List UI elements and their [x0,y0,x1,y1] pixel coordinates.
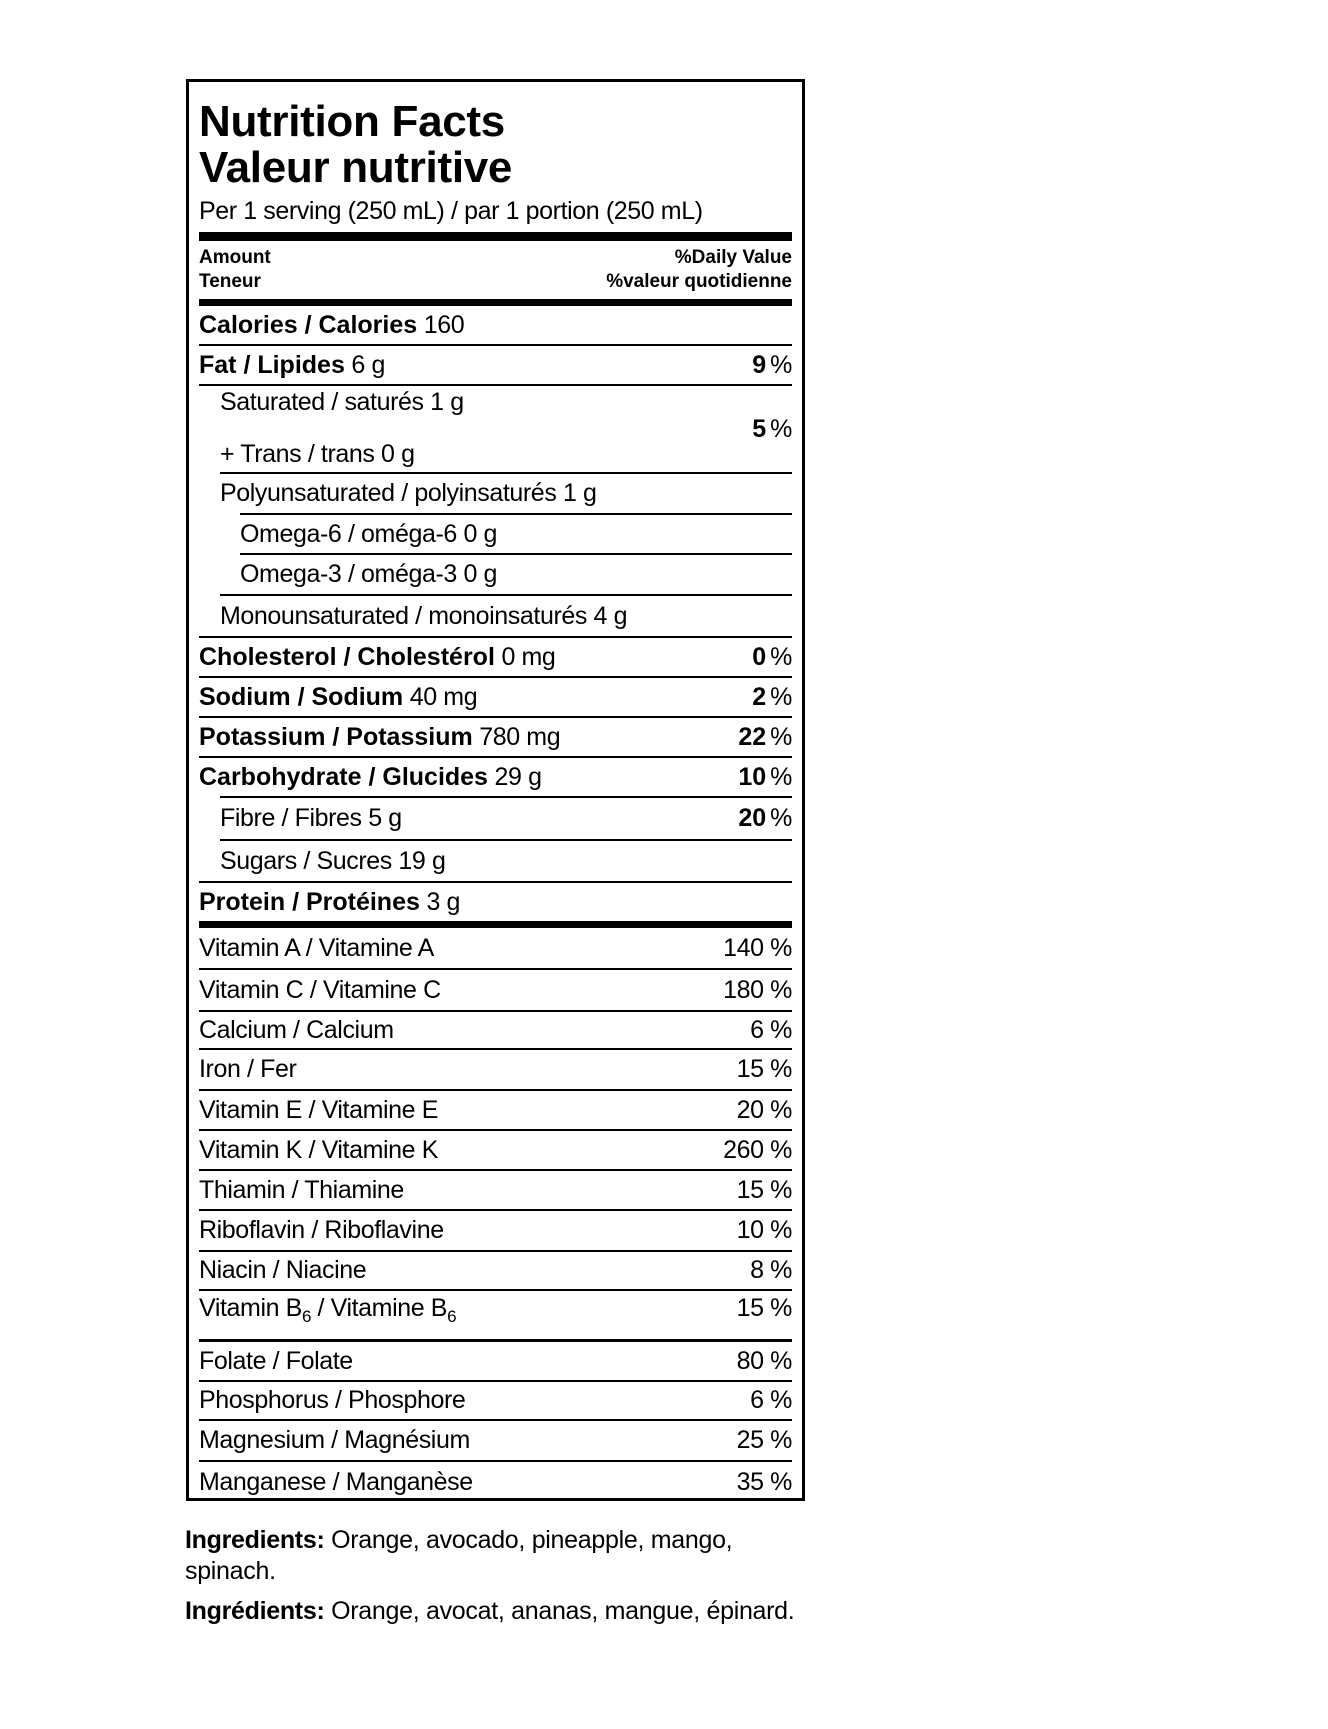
vitamin-row: Calcium / Calcium 6 % [199,1010,792,1048]
carbohydrate-row [199,756,792,796]
potassium-label: Potassium / Potassium 780 mg [199,722,561,751]
nutrition-facts-panel [186,79,805,1501]
saturated-trans-dv: 5 % [752,414,792,443]
vitamin-row: Vitamin C / Vitamine C 180 % [199,968,792,1010]
saturated-label: Saturated / saturés 1 g [220,388,464,416]
cholesterol-label: Cholesterol / Cholestérol 0 mg [199,642,556,671]
fibre-dv: 20 % [738,804,792,832]
vitamin-row: Riboflavin / Riboflavine 10 % [199,1209,792,1250]
omega3-row [240,553,792,594]
vitamin-row: Vitamin K / Vitamine K 260 % [199,1129,792,1169]
amount-header [199,246,271,294]
cholesterol-dv: 0 % [752,642,792,671]
vitamin-b6-label: Vitamin $B_6$ / Vitamine $B_6$ [199,1294,457,1326]
polyunsaturated-label: Polyunsaturated / polyinsaturés 1 g [220,479,597,507]
vitamin-row: Thiamin / Thiamine 15 % [199,1169,792,1209]
omega6-label: Omega-6 / oméga-6 0 g [240,519,498,548]
mineral-row: Magnesium / Magnésium 25 % [199,1419,792,1460]
column-header [199,246,792,294]
amount-en: Amount [199,247,271,268]
sugars-row [220,839,792,881]
vitamin-b6-row [199,1289,792,1339]
sugars-label: Sugars / Sucres 19 g [220,846,446,875]
trans-label: + Trans / trans 0 g [220,440,415,468]
cholesterol-row [199,636,792,676]
vitamin-row: Vitamin E / Vitamine E 20 % [199,1089,792,1129]
fat-dv: 9 % [752,350,792,379]
vitamin-row: Vitamin A / Vitamine A 140 % [199,933,792,962]
title-french: Valeur nutritive [199,143,513,192]
omega6-row [240,513,792,553]
vitamins-divider [199,921,792,928]
mineral-row: Folate / Folate 80 % [199,1339,792,1380]
amount-fr: Teneur [199,271,261,292]
vitamin-b6-value: 15 % [736,1294,792,1322]
dv-en: %Daily Value [674,247,792,268]
serving-size: Per 1 serving (250 mL) / par 1 portion (250 mL) [199,197,703,225]
header-divider [199,299,792,306]
carbohydrate-dv: 10 % [738,762,792,791]
protein-row [199,881,792,921]
fibre-label: Fibre / Fibres 5 g [220,804,402,832]
sodium-label: Sodium / Sodium 40 mg [199,682,478,711]
fibre-row [220,796,792,839]
protein-label: Protein / Protéines 3 g [199,887,460,916]
fat-label: Fat / Lipides 6 g [199,350,385,379]
saturated-trans-row [199,384,792,472]
mineral-row: Manganese / Manganèse 35 % [199,1460,792,1502]
daily-value-header [606,246,792,294]
vitamins-list [199,928,792,1502]
calories-row [199,306,792,344]
sodium-dv: 2 % [752,682,792,711]
calories-label: Calories / Calories 160 [199,310,465,339]
potassium-dv: 22 % [738,722,792,751]
fat-row [199,344,792,384]
sodium-row [199,676,792,716]
vitamin-row: Niacin / Niacine 8 % [199,1250,792,1289]
omega3-label: Omega-3 / oméga-3 0 g [240,560,498,588]
mineral-row: Phosphorus / Phosphore 6 % [199,1380,792,1419]
carbohydrate-label: Carbohydrate / Glucides 29 g [199,762,542,791]
thick-divider [199,232,792,241]
dv-fr: %valeur quotidienne [606,271,792,292]
ingredients-english: Ingredients: Orange, avocado, pineapple, mango, spinach. [185,1526,733,1585]
title-english: Nutrition Facts [199,97,505,146]
ingredients-section [185,1525,805,1636]
monounsaturated-label: Monounsaturated / monoinsaturés 4 g [220,601,628,630]
vitamin-row: Iron / Fer 15 % [199,1048,792,1089]
polyunsaturated-row [220,472,792,513]
potassium-row [199,716,792,756]
monounsaturated-row [220,594,792,636]
ingredients-french: Ingrédients: Orange, avocat, ananas, mangue, épinard. [185,1597,795,1625]
